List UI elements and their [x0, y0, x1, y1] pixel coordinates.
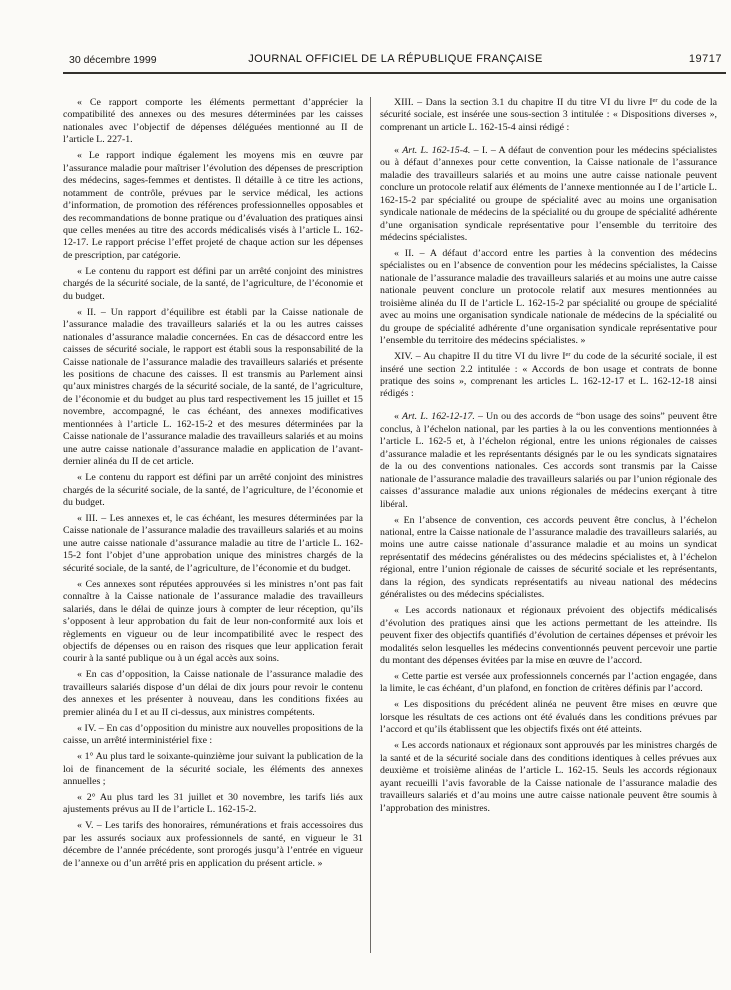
text-segment: er: [652, 97, 658, 105]
text-segment: «: [394, 144, 403, 156]
paragraph: [63, 97, 363, 147]
text-segment: « II. – A défaut d’accord entre les parties à la convention des médecins spécialistes ou en l’absence de convention pour les médecins spécialistes, la Caisse nationale de l’assurance maladie des travailleurs salariés et au moins une autre caisse nationale peuvent conclure un protocole relatif aux mesures mentionnées au troisième alinéa du II de l’article L. 162-15-2 par spécialité ou groupe de spécialité avec au moins une organisation syndicale nationale de médecins de la spécialité ou du groupe de spécialité adhérente d’une organisation syndicale représentative pour l’ensemble du territoire des médecins spécialistes. »: [380, 247, 717, 347]
left-column: [63, 97, 363, 870]
paragraph: [63, 513, 363, 575]
paragraph: [63, 579, 363, 666]
text-segment: « Le contenu du rapport est défini par un arrêté conjoint des ministres chargés de la sécurité sociale, de la santé, de l’agriculture, de l’économie et du budget.: [63, 472, 363, 509]
paragraph: [63, 751, 363, 788]
text-segment: « 2° Au plus tard les 31 juillet et 30 novembre, les tarifs liés aux ajustements prévus au II de l’article L. 162-15-2.: [63, 792, 363, 816]
text-segment: « II. – Un rapport d’équilibre est établi par la Caisse nationale de l’assurance maladie des travailleurs salariés et la ou les autres caisses nationales d’assurance maladie concernées. En cas de désaccord entre les caisses de sécurité sociale, le rapport est établi sous la responsabilité de la Caisse nationale de l’assurance maladie des travailleurs salariés et présente les positions de chacune des caisses. Il est transmis au Parlement ainsi qu’aux ministres chargés de la sécurité sociale, de la santé, de l’agriculture, de l’économie et du budget au plus tard respectivement les 15 juillet et 15 novembre, accompagné, le cas échéant, des annexes modificatives mentionnées à l’article L. 162-15-2 et des mesures déterminées par la Caisse nationale de l’assurance maladie des travailleurs salariés et au moins une autre caisse nationale d’assurance maladie en application de l’avant-dernier alinéa du II de cet article.: [63, 306, 363, 468]
text-body: [63, 97, 717, 953]
paragraph: [63, 669, 363, 719]
paragraph: [63, 792, 363, 817]
paragraph: [380, 740, 717, 815]
right-column: [380, 97, 717, 815]
text-segment: « Ce rapport comporte les éléments permettant d’apprécier la compatibilité des annexes ou des mesures déterminées par les caisses nationales avec l’objectif de dépenses déléguées mentionné au II de l’article L. 227-1.: [63, 97, 363, 146]
article-reference: Art. L. 162-15-4.: [402, 144, 471, 156]
paragraph: [63, 150, 363, 262]
text-segment: XIII. – Dans la section 3.1 du chapitre II du titre VI du livre I: [394, 97, 653, 108]
paragraph: [63, 266, 363, 303]
text-segment: « III. – Les annexes et, le cas échéant, les mesures déterminées par la Caisse nationale de l’assurance maladie des travailleurs salariés et au moins une autre caisse nationale d’assurance maladie au titre de l’article L. 162-15-2 font l’objet d’une approbation unique des ministres chargés de la sécurité sociale, de la santé, de l’agriculture, de l’économie et du budget.: [63, 513, 363, 574]
paragraph: [380, 351, 717, 401]
journal-title: JOURNAL OFFICIEL DE LA RÉPUBLIQUE FRANÇAISE: [248, 53, 543, 65]
text-segment: « Ces annexes sont réputées approuvées si les ministres n’ont pas fait connaître à la Caisse nationale de l’assurance maladie des travailleurs salariés, dans le délai de quinze jours à compter de leur réception, qu’ils s’opposent à leur approbation du fait de leur non-conformité aux lois et règlements en vigueur ou de leur incompatibilité avec le respect des objectifs de dépenses ou en raison des risques que leur application ferait courir à la santé publique ou à un égal accès aux soins.: [63, 578, 363, 665]
header-rule: [63, 72, 726, 74]
text-segment: « Cette partie est versée aux professionnels concernés par l’action engagée, dans la limite, le cas échéant, d’un plafond, en fonction de critères définis par l’accord.: [380, 670, 717, 695]
page-number: 19717: [688, 53, 722, 65]
text-segment: « En l’absence de convention, ces accords peuvent être conclus, à l’échelon national, entre la Caisse nationale de l’assurance maladie des travailleurs salariés, au moins une autre caisse nationale d’assurance maladie et au moins un syndicat représentatif des médecins généralistes ou des médecins spécialistes et, à l’échelon régional, entre l’union régionale de caisses de sécurité sociale et les représentants, dans la région, des syndicats représentatifs au niveau national des médecins généralistes ou des médecins spécialistes.: [380, 514, 717, 601]
text-segment: « Les dispositions du précédent alinéa ne peuvent être mises en œuvre que lorsque les résultats de ces actions ont été évalués dans les conditions prévues par l’accord et qu’ils établissent que les objectifs fixés ont été atteints.: [380, 699, 717, 736]
text-segment: « Les accords nationaux et régionaux sont approuvés par les ministres chargés de la santé et de la sécurité sociale dans des conditions identiques à celles prévues aux deuxième et troisième alinéas de l’article L. 162-15. Seuls les accords régionaux ayant recueilli l’avis favorable de la Caisse nationale de l’assurance maladie des travailleurs salariés et d’au moins une autre caisse nationale peuvent être soumis à l’approbation des ministres.: [380, 740, 717, 814]
text-segment: – Un ou des accords de “bon usage des soins” peuvent être conclus, à l’échelon national, par les parties à la ou les conventions mentionnées à l’article L. 162-5 et, à l’échelon régional, entre les unions régionales de caisses d’assurance maladie et les représentants désignés par le ou les syndicats signataires de la ou des conventions nationales. Ces accords sont transmis par la Caisse nationale de l’assurance maladie des travailleurs salariés ou par l’union régionale des caisses d’assurance maladie aux unions régionales de médecins exerçant à titre libéral.: [380, 411, 718, 510]
text-segment: « IV. – En cas d’opposition du ministre aux nouvelles propositions de la caisse, un arrêté interministériel fixe :: [63, 722, 363, 747]
paragraph: [63, 820, 363, 870]
paragraph: [380, 411, 717, 511]
paragraph: [380, 97, 717, 134]
text-segment: du code de la sécurité sociale, est insérée une sous-section 3 intitulée : « Dispositions diverses », comprenant un article L. 162-15-4 ainsi rédigé :: [380, 97, 718, 133]
text-segment: XIV. – Au chapitre II du titre VI du livre I: [394, 351, 566, 363]
text-segment: « En cas d’opposition, la Caisse nationale de l’assurance maladie des travailleurs salariés dispose d’un délai de dix jours pour revoir le contenu des annexes et les présenter à nouveau, dans les conditions fixées au premier alinéa du I et au II ci-dessus, aux ministres compétents.: [63, 669, 363, 718]
column-divider-rule: [370, 97, 371, 953]
paragraph: [63, 723, 363, 748]
paragraph: [63, 307, 363, 469]
article-reference: Art. L. 162-12-17.: [402, 411, 475, 423]
text-segment: « Le contenu du rapport est défini par un arrêté conjoint des ministres chargés de la sécurité sociale, de la santé, de l’agriculture, de l’économie et du budget.: [63, 265, 363, 302]
text-segment: « 1° Au plus tard le soixante-quinzième jour suivant la publication de la loi de financement de la sécurité sociale, les éléments des annexes annuelles ;: [63, 751, 363, 788]
text-segment: du code de la sécurité sociale, il est inséré une section 2.2 intitulée : « Accords de bon usage et contrats de bonne pratique des soins », comprenant les articles L. 162-12-17 et L. 162-12-18 ainsi rédigés :: [380, 351, 717, 400]
text-segment: « V. – Les tarifs des honoraires, rémunérations et frais accessoires dus par les assurés sociaux aux professionnels de santé, en vigueur le 31 décembre de l’année précédente, sont prorogés jusqu’à l’entrée en vigueur de l’annexe ou d’un arrêté pris en application du présent article. »: [63, 820, 363, 869]
text-segment: « Les accords nationaux et régionaux prévoient des objectifs médicalisés d’évolution des pratiques ainsi que les actions permettant de les atteindre. Ils peuvent fixer des objectifs quantifiés d’évolution de certaines dépenses et prévoir les modalités selon lesquelles les médecins conventionnés peuvent percevoir une partie du montant des dépenses évitées par la mise en œuvre de l’accord.: [380, 605, 717, 667]
paragraph: [380, 145, 717, 245]
paragraph: [380, 671, 717, 696]
paragraph: [63, 472, 363, 509]
header-date: 30 décembre 1999: [69, 54, 157, 66]
text-segment: «: [394, 411, 403, 423]
paragraph: [380, 515, 717, 602]
text-segment: er: [565, 351, 571, 359]
paragraph: [380, 699, 717, 736]
text-segment: « Le rapport indique également les moyens mis en œuvre par l’assurance maladie pour maîtriser l’évolution des dépenses de prescription des médecins, sages-femmes et dentistes. Il détaille à ce titre les actions, notamment de contrôle, prévues par le service médical, les actions d’information, de promotion des références professionnelles opposables et des recommandations de bonne pratique ou d’évaluation des pratiques ainsi que celles menées au titre des accords médicalisés visés à l’article L. 162-12-17. Le rapport précise l’effet projeté de chaque action sur les dépenses de prescription, par catégorie.: [63, 150, 363, 261]
paragraph: [380, 248, 717, 348]
paragraph: [380, 605, 717, 667]
text-segment: – I. – A défaut de convention pour les médecins spécialistes ou à défaut d’annexes pour cette convention, la Caisse nationale de l’assurance maladie des travailleurs salariés et au moins une autre caisse nationale peuvent conclure un protocole relatif aux éléments de l’annexe mentionnée au I de l’article L. 162-15-2 par spécialité ou groupe de spécialité avec au moins une organisation syndicale nationale de médecins de la spécialité ou du groupe de spécialité adhérente d’une organisation syndicale représentative pour l’ensemble du territoire des médecins spécialistes.: [380, 144, 717, 244]
